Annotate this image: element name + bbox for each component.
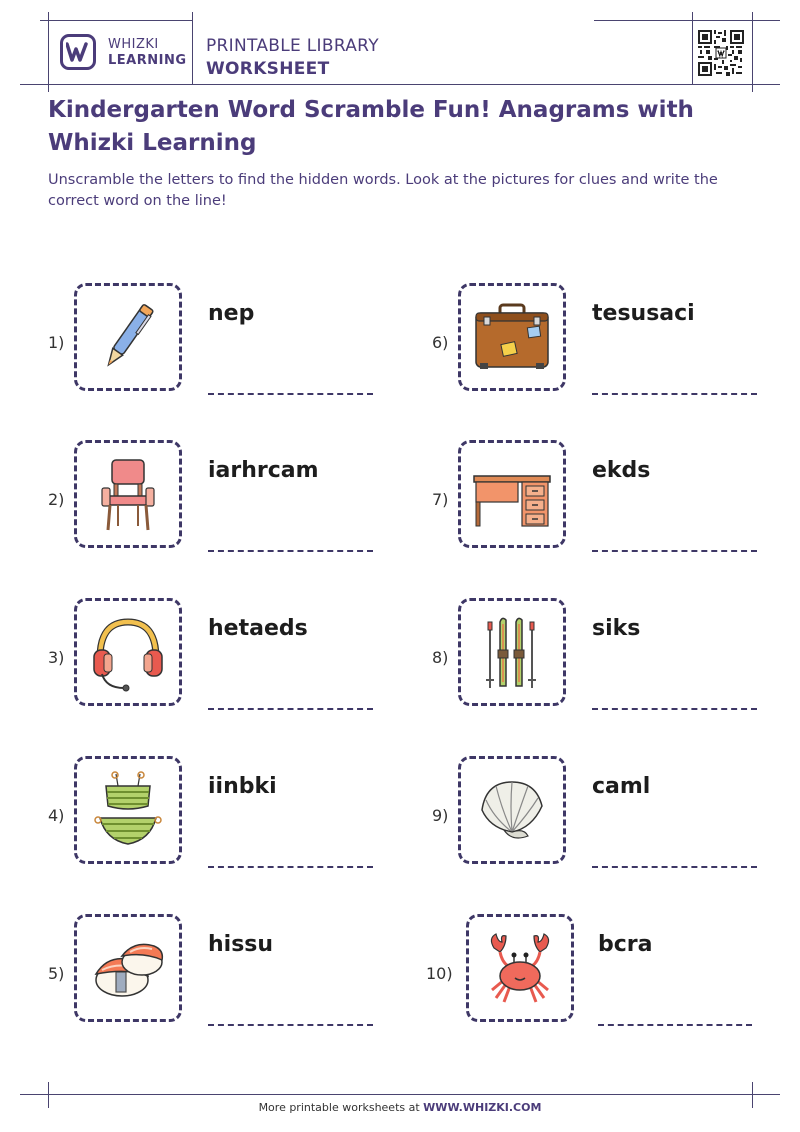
bikini-icon xyxy=(88,770,168,850)
scrambled-word: ekds xyxy=(592,458,651,483)
whizki-logo[interactable] xyxy=(60,34,96,70)
footer-link[interactable]: WWW.WHIZKI.COM xyxy=(423,1101,542,1114)
scrambled-word: hetaeds xyxy=(208,616,308,641)
picture-box xyxy=(74,598,182,706)
picture-box xyxy=(458,283,566,391)
header-label-line-2: WORKSHEET xyxy=(206,59,330,79)
header-right-post xyxy=(752,12,753,92)
headset-icon xyxy=(88,612,168,692)
exercise-item xyxy=(48,440,388,560)
item-number: 8) xyxy=(432,648,449,667)
picture-box xyxy=(458,440,566,548)
answer-line[interactable] xyxy=(208,866,373,868)
suitcase-icon xyxy=(470,297,554,377)
scrambled-word: nep xyxy=(208,301,255,326)
item-number: 3) xyxy=(48,648,65,667)
picture-box xyxy=(74,914,182,1022)
footer-text: More printable worksheets at xyxy=(258,1101,424,1114)
item-number: 5) xyxy=(48,964,65,983)
header-bottom-rule xyxy=(20,84,780,85)
exercise-item xyxy=(48,914,388,1034)
instructions: Unscramble the letters to find the hidden words. Look at the pictures for clues and write the correct word on the line! xyxy=(48,172,718,209)
crab-icon xyxy=(480,928,560,1008)
header-qr-divider xyxy=(692,12,693,84)
header-left-post xyxy=(48,12,49,92)
sushi-icon xyxy=(88,928,168,1008)
answer-line[interactable] xyxy=(208,550,373,552)
picture-box xyxy=(466,914,574,1022)
answer-line[interactable] xyxy=(592,866,757,868)
skis-icon xyxy=(472,612,552,692)
answer-line[interactable] xyxy=(208,393,373,395)
scrambled-word: tesusaci xyxy=(592,301,695,326)
scrambled-word: caml xyxy=(592,774,651,799)
picture-box xyxy=(74,756,182,864)
item-number: 10) xyxy=(426,964,453,983)
scrambled-word: bcra xyxy=(598,932,653,957)
picture-box xyxy=(74,283,182,391)
desk-icon xyxy=(470,454,554,534)
footer xyxy=(0,1101,800,1114)
item-number: 7) xyxy=(432,490,449,509)
logo-line-1: WHIZKI xyxy=(108,37,159,52)
logo-wordmark xyxy=(108,37,187,69)
answer-line[interactable] xyxy=(592,393,757,395)
item-number: 6) xyxy=(432,333,449,352)
item-number: 1) xyxy=(48,333,65,352)
exercise-item xyxy=(48,598,388,718)
answer-line[interactable] xyxy=(208,708,373,710)
picture-box xyxy=(74,440,182,548)
picture-box xyxy=(458,598,566,706)
exercise-item xyxy=(432,283,772,403)
answer-line[interactable] xyxy=(592,550,757,552)
exercise-item xyxy=(432,756,772,876)
answer-line[interactable] xyxy=(592,708,757,710)
scrambled-word: iarhrcam xyxy=(208,458,319,483)
header-label-line-1: PRINTABLE LIBRARY xyxy=(206,36,379,56)
answer-line[interactable] xyxy=(598,1024,752,1026)
pen-icon xyxy=(88,297,168,377)
item-number: 4) xyxy=(48,806,65,825)
footer-rule xyxy=(20,1094,780,1095)
exercise-item xyxy=(48,756,388,876)
scrambled-word: iinbki xyxy=(208,774,277,799)
header-divider xyxy=(192,12,193,84)
item-number: 9) xyxy=(432,806,449,825)
clam-icon xyxy=(472,770,552,850)
logo-line-2: LEARNING xyxy=(108,53,187,68)
exercise-item xyxy=(432,440,772,560)
header-top-rule-left xyxy=(40,20,192,21)
item-number: 2) xyxy=(48,490,65,509)
w-logo-icon xyxy=(66,42,90,62)
answer-line[interactable] xyxy=(208,1024,373,1026)
qr-code-icon[interactable] xyxy=(698,30,744,76)
scrambled-word: siks xyxy=(592,616,641,641)
page-title: Kindergarten Word Scramble Fun! Anagrams with Whizki Learning xyxy=(48,97,694,156)
header-label xyxy=(206,35,379,81)
exercise-item xyxy=(48,283,388,403)
scrambled-word: hissu xyxy=(208,932,274,957)
exercise-item xyxy=(426,914,766,1034)
exercise-item xyxy=(432,598,772,718)
picture-box xyxy=(458,756,566,864)
armchair-icon xyxy=(88,454,168,534)
